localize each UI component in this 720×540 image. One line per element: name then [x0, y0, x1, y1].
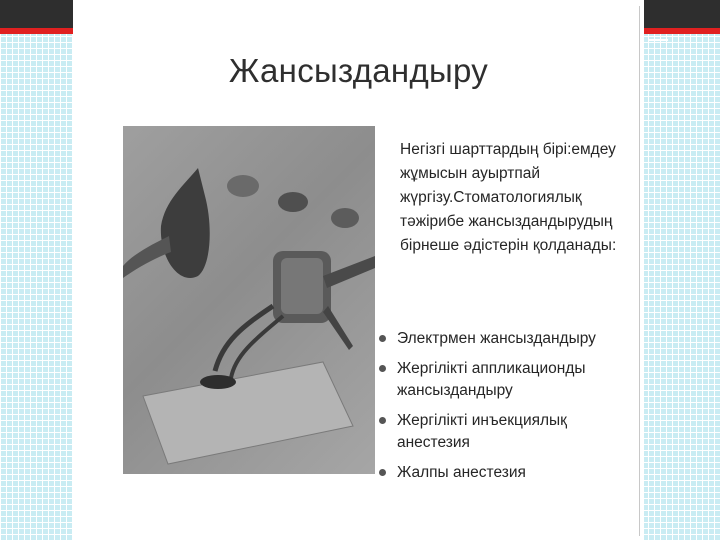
page-edge-rule — [639, 6, 640, 536]
slide-page — [73, 0, 644, 540]
top-bar-right — [640, 0, 720, 28]
intro-paragraph: Негізгі шарттардың бірі:емдеу жұмысын ауыртпай жүргізу.Стоматологиялық тәжірибе жансыздандырудың бірнеше әдістерін қолданады: — [400, 141, 617, 254]
text-block — [400, 138, 630, 258]
list-item — [376, 328, 636, 350]
bullet-icon — [379, 417, 386, 424]
bullet-icon — [379, 335, 386, 342]
dental-apparatus-photo — [123, 126, 375, 474]
list-item-text: Электрмен жансыздандыру — [397, 330, 596, 347]
list-item — [376, 410, 636, 454]
bullet-icon — [379, 365, 386, 372]
slide-title: Жансыздандыру — [228, 52, 489, 89]
list-item — [376, 358, 636, 402]
list-item-text: Жалпы анестезия — [397, 464, 526, 481]
list-item — [376, 462, 636, 484]
method-list — [376, 328, 636, 492]
list-item-text: Жергілікті инъекциялық анестезия — [397, 412, 567, 451]
bullet-icon — [379, 469, 386, 476]
list-item-text: Жергілікті аппликационды жансыздандыру — [397, 360, 586, 399]
decor-line — [648, 39, 668, 41]
